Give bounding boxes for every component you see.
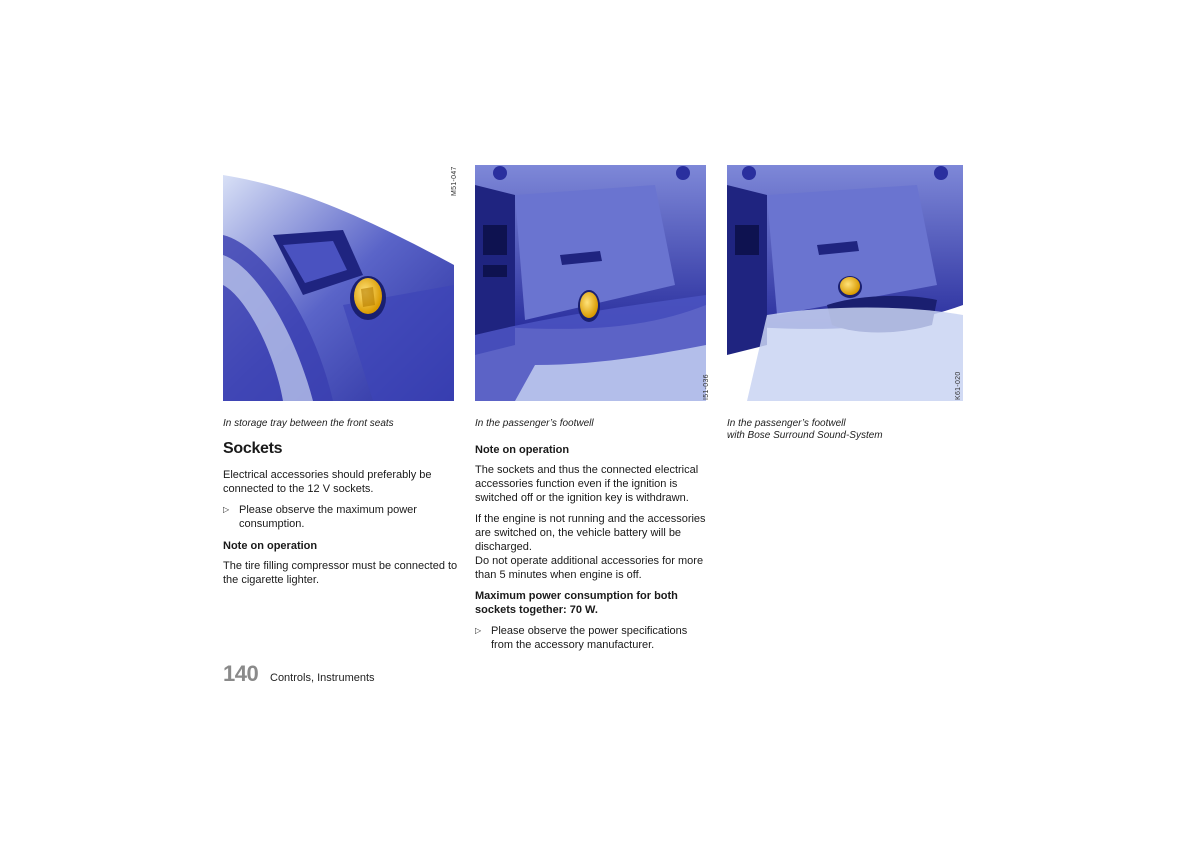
illustration-passenger-footwell-bose [727, 165, 963, 401]
max-power-note: Maximum power consumption for both sockets together: 70 W. [475, 590, 678, 616]
paragraph: The sockets and thus the connected electrical accessories function even if the ignition is switched off or the ignition key is withdrawn. [475, 464, 699, 504]
figure-caption: In the passenger’s footwell [475, 418, 594, 429]
figure-code: I51-036 [703, 374, 710, 400]
figure-code: K61-020 [955, 371, 962, 400]
figure-caption-line: In the passenger’s footwell [727, 418, 846, 429]
figure-caption: In storage tray between the front seats [223, 418, 394, 429]
bullet-triangle-icon: ▷ [475, 626, 482, 635]
right-column [475, 443, 711, 660]
footer-section-title: Controls, Instruments [270, 672, 375, 684]
figure-code: M51-047 [451, 166, 458, 196]
page-number: 140 [223, 661, 259, 686]
paragraph: If the engine is not running and the accessories are switched on, the vehicle battery will be discharged. [475, 513, 706, 553]
illustration-storage-tray [223, 165, 454, 401]
note-paragraph: The tire filling compressor must be connected to the cigarette lighter. [223, 560, 458, 586]
left-column [223, 442, 459, 594]
bullet-item [223, 503, 459, 531]
note-heading: Note on operation [475, 444, 570, 456]
bullet-triangle-icon: ▷ [223, 505, 230, 514]
note-heading: Note on operation [223, 540, 318, 552]
bullet-text: Please observe the maximum power consumption. [239, 504, 417, 530]
illustration-passenger-footwell [475, 165, 706, 401]
intro-paragraph: Electrical accessories should preferably be connected to the 12 V sockets. [223, 469, 432, 495]
figure-caption-line: with Bose Surround Sound-System [727, 430, 883, 441]
paragraph: Do not operate additional accessories for more than 5 minutes when engine is off. [475, 555, 704, 581]
figure-caption [727, 418, 883, 442]
section-heading: Sockets [223, 440, 283, 457]
bullet-item [475, 624, 711, 652]
bullet-text: Please observe the power specifications from the accessory manufacturer. [491, 625, 688, 651]
